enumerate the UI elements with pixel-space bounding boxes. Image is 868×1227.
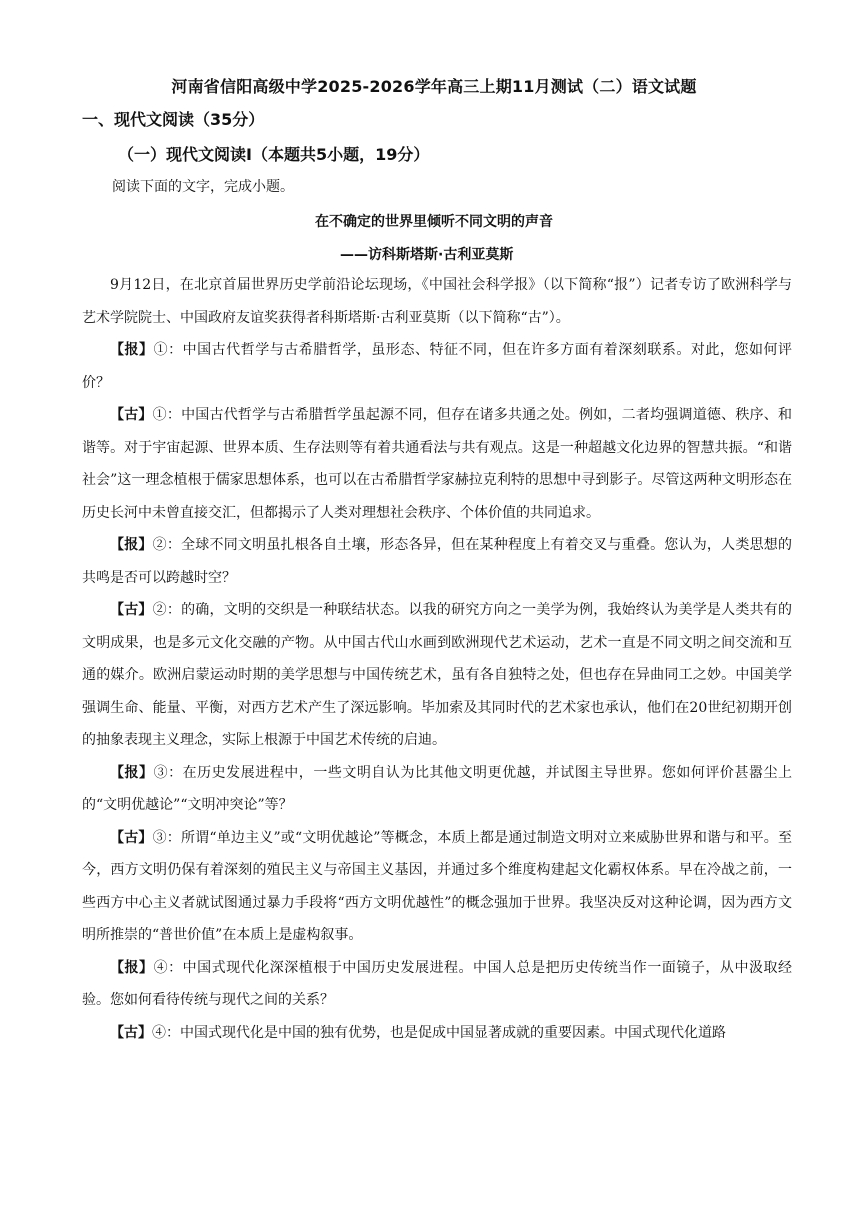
paragraph-text: ①：中国古代哲学与古希腊哲学虽起源不同，但存在诸多共通之处。例如，二者均强调道德、秩序、和谐等。对于宇宙起源、世界本质、生存法则等有着共通看法与共有观点。这是一种超越文化边界的智慧共振。“和谐社会”这一理念植根于儒家思想体系，也可以在古希腊哲学家赫拉克利特的思想中寻到影子。尽管这两种文明形态在历史长河中未曾直接交汇，但都揭示了人类对理想社会秩序、个体价值的共同追求。 [82,407,792,521]
interview-paragraph [82,952,792,1017]
interview-paragraph [82,529,792,594]
interview-paragraph [82,1017,792,1050]
interview-paragraph [82,594,792,757]
section-heading: 一、现代文阅读（35分） [82,110,265,129]
interview-paragraph [82,822,792,952]
paragraph-text: 9月12日，在北京首届世界历史学前沿论坛现场，《中国社会科学报》（以下简称“报”）记者专访了欧洲科学与艺术学院院士、中国政府友谊奖获得者科斯塔斯·古利亚莫斯（以下简称“古”）。 [82,277,792,326]
speaker-tag: 【报】 [110,959,154,976]
speaker-tag: 【古】 [110,829,153,846]
interview-paragraph [82,399,792,529]
speaker-tag: 【报】 [110,342,154,358]
subsection-heading: （一）现代文阅读Ⅰ（本题共5小题，19分） [118,145,430,164]
speaker-tag: 【报】 [110,764,154,781]
article-subtitle: ——访科斯塔斯·古利亚莫斯 [340,247,514,263]
paragraph-text: ②：的确，文明的交织是一种联结状态。以我的研究方向之一美学为例，我始终认为美学是人类共有的文明成果，也是多元文化交融的产物。从中国古代山水画到欧洲现代艺术运动，艺术一直是不同文明之间交流和互通的媒介。欧洲启蒙运动时期的美学思想与中国传统艺术，虽有各自独特之处，但也存在异曲同工之妙。中国美学强调生命、能量、平衡，对西方艺术产生了深远影响。毕加索及其同时代的艺术家也承认，他们在20世纪初期开创的抽象表现主义理念，实际上根源于中国艺术传统的启迪。 [82,602,792,748]
paragraph-text: ②：全球不同文明虽扎根各自土壤，形态各异，但在某种程度上有着交叉与重叠。您认为，人类思想的共鸣是否可以跨越时空？ [82,537,792,586]
speaker-tag: 【古】 [110,1024,152,1041]
reading-instruction: 阅读下面的文字，完成小题。 [112,179,294,195]
interview-paragraph [82,757,792,822]
paragraph-text: ①：中国古代哲学与古希腊哲学，虽形态、特征不同，但在许多方面有着深刻联系。对此，您如何评价？ [82,342,793,391]
paragraph-text: ③：所谓“单边主义”或“文明优越论”等概念，本质上都是通过制造文明对立来威胁世界和谐与和平。至今，西方文明仍保有着深刻的殖民主义与帝国主义基因，并通过多个维度构建起文化霸权体系。早在冷战之前，一些西方中心主义者就试图通过暴力手段将“西方文明优越性”的概念强加于世界。我坚决反对这种论调，因为西方文明所推崇的“普世价值”在本质上是虚构叙事。 [82,829,792,943]
intro-paragraph [82,269,792,334]
speaker-tag: 【古】 [110,602,153,618]
speaker-tag: 【古】 [110,407,153,423]
article-body [82,269,792,1049]
paragraph-text: ④：中国式现代化深深植根于中国历史发展进程。中国人总是把历史传统当作一面镜子，从中汲取经验。您如何看待传统与现代之间的关系？ [82,959,793,1008]
speaker-tag: 【报】 [110,537,153,553]
article-title: 在不确定的世界里倾听不同文明的声音 [315,214,553,230]
paragraph-text: ④：中国式现代化是中国的独有优势，也是促成中国显著成就的重要因素。中国式现代化道路 [152,1024,726,1041]
interview-paragraph [82,334,792,399]
exam-title: 河南省信阳高级中学2025-2026学年高三上期11月测试（二）语文试题 [171,77,697,96]
paragraph-text: ③：在历史发展进程中，一些文明自认为比其他文明更优越，并试图主导世界。您如何评价甚嚣尘上的“文明优越论”“文明冲突论”等？ [82,764,793,813]
